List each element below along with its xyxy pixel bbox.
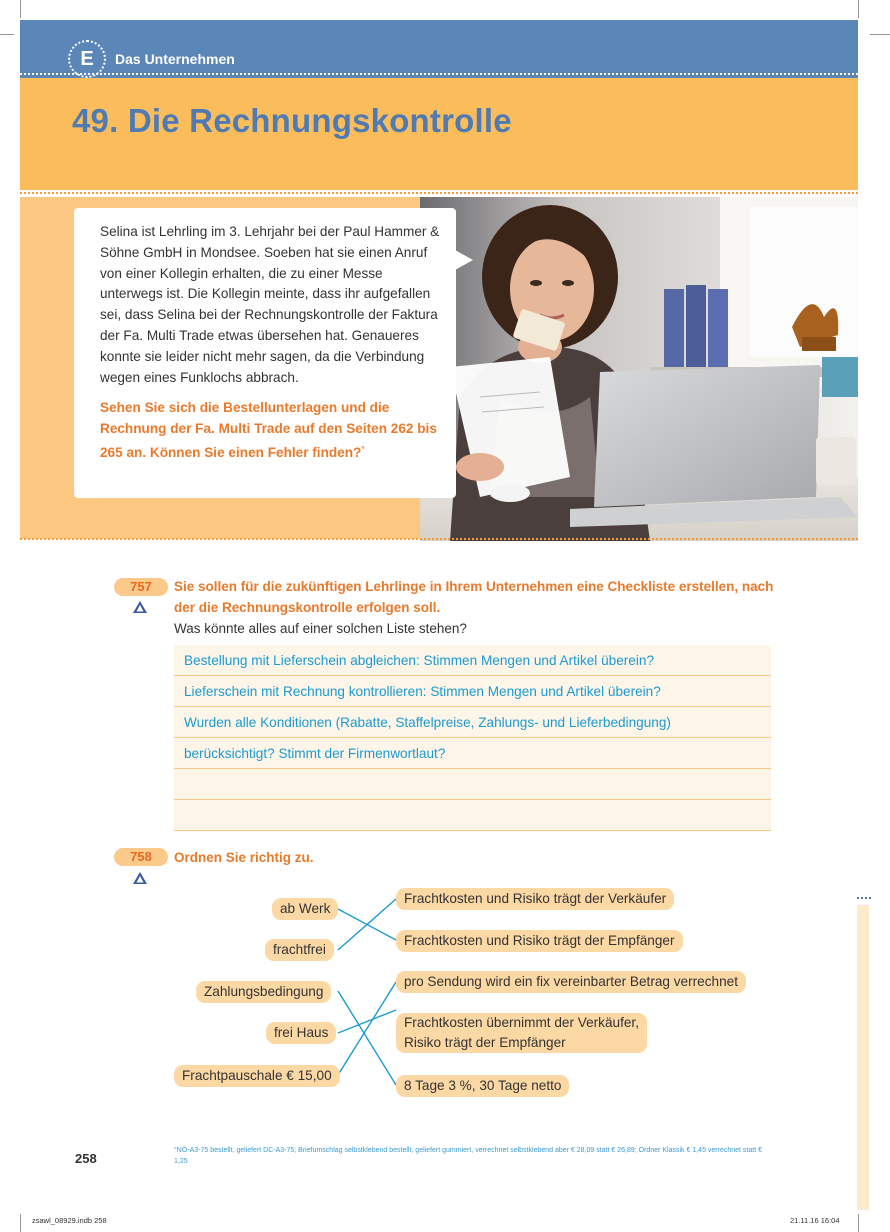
- page-number: 258: [75, 1151, 97, 1166]
- chapter-badge: E: [68, 40, 106, 78]
- right-definition[interactable]: Frachtkosten und Risiko trägt der Verkäufer: [396, 888, 674, 910]
- exercise-subquestion: Was könnte alles auf einer solchen Liste stehen?: [174, 621, 467, 636]
- match-line: [338, 991, 396, 1085]
- exercise-question: Ordnen Sie richtig zu.: [174, 850, 314, 865]
- dotted-divider: [20, 73, 870, 75]
- difficulty-icon: [132, 600, 148, 614]
- intro-card: [74, 208, 456, 498]
- right-definition[interactable]: 8 Tage 3 %, 30 Tage netto: [396, 1075, 569, 1097]
- left-term[interactable]: frachtfrei: [265, 939, 334, 961]
- side-margin-bar: [857, 905, 869, 1210]
- match-line: [338, 982, 396, 1075]
- left-term[interactable]: ab Werk: [272, 898, 338, 920]
- dotted-divider: [20, 192, 858, 194]
- answer-line[interactable]: [174, 800, 771, 831]
- crop-mark: [870, 34, 890, 35]
- print-slug-date: 21.11.16 16:04: [790, 1216, 840, 1225]
- exercise-question: Sie sollen für die zukünftigen Lehrlinge in Ihrem Unternehmen eine Checkliste erstellen, nach der die Rechnungskontrolle erfolgen soll.: [174, 579, 774, 615]
- exercise-number: 757: [114, 578, 168, 596]
- match-line: [338, 899, 396, 950]
- left-term[interactable]: frei Haus: [266, 1022, 336, 1044]
- intro-text: Selina ist Lehrling im 3. Lehrjahr bei der Paul Hammer & Söhne GmbH in Mondsee. Soeben hat sie einen Anruf von einer Kollegin erhalten, die zu einer Messe unterwegs ist. Die Kollegin meinte, dass ihr aufgefallen sei, dass Selina bei der Rechnungskontrolle der Faktura der Fa. Multi Trade etwas übersehen hat. Genaueres konnte sie leider nicht mehr sagen, da die Verbindung wegen eines Funklochs abbrach.: [100, 224, 440, 385]
- answer-line[interactable]: berücksichtigt? Stimmt der Firmenwortlaut?: [174, 738, 771, 769]
- speech-bubble-pointer: [455, 250, 473, 270]
- intro-task-text: Sehen Sie sich die Bestellunterlagen und die Rechnung der Fa. Multi Trade auf den Seiten 262 bis 265 an. Können Sie einen Fehler finden?: [100, 400, 437, 460]
- matching-lines: [330, 890, 410, 1100]
- intro-task: [100, 398, 442, 463]
- crop-mark: [858, 0, 859, 18]
- footnote: °NÖ-A3-75 bestellt, geliefert DC-A3-75; Briefumschlag selbstklebend bestellt, geliefert gummiert, verrechnet selbstklebend aber € 28,09 statt € 26,89; Ordner Klassik € 1,45 verrechnet statt € 1,25: [174, 1147, 762, 1165]
- crop-mark: [20, 0, 21, 18]
- chapter-title: Das Unternehmen: [115, 51, 235, 67]
- right-definition[interactable]: [396, 1013, 647, 1053]
- left-term[interactable]: Frachtpauschale € 15,00: [174, 1065, 340, 1087]
- office-photo: [420, 197, 858, 541]
- crop-mark: [20, 1214, 21, 1232]
- dotted-divider: [20, 538, 858, 540]
- page-title: 49. Die Rechnungskontrolle: [72, 102, 512, 139]
- right-definition-line: Frachtkosten übernimmt der Verkäufer,: [404, 1015, 639, 1030]
- left-term[interactable]: Zahlungsbedingung: [196, 981, 331, 1003]
- chapter-header-bar: [20, 20, 858, 78]
- print-slug-file: zsawl_08929.indb 258: [32, 1216, 107, 1225]
- answer-line[interactable]: Wurden alle Konditionen (Rabatte, Staffelpreise, Zahlungs- und Lieferbedingung): [174, 707, 771, 738]
- dotted-divider: [857, 897, 871, 899]
- exercise-number: 758: [114, 848, 168, 866]
- answer-line[interactable]: Lieferschein mit Rechnung kontrollieren: Stimmen Mengen und Artikel überein?: [174, 676, 771, 707]
- answer-line[interactable]: [174, 769, 771, 800]
- answer-line[interactable]: Bestellung mit Lieferschein abgleichen: Stimmen Mengen und Artikel überein?: [174, 645, 771, 676]
- right-definition-line: Risiko trägt der Empfänger: [404, 1035, 566, 1050]
- crop-mark: [0, 34, 14, 35]
- crop-mark: [858, 1214, 859, 1232]
- answer-lines: [174, 645, 771, 831]
- right-definition[interactable]: Frachtkosten und Risiko trägt der Empfänger: [396, 930, 683, 952]
- difficulty-icon: [132, 871, 148, 885]
- footnote-marker: °: [361, 444, 365, 454]
- right-definition[interactable]: pro Sendung wird ein fix vereinbarter Betrag verrechnet: [396, 971, 746, 993]
